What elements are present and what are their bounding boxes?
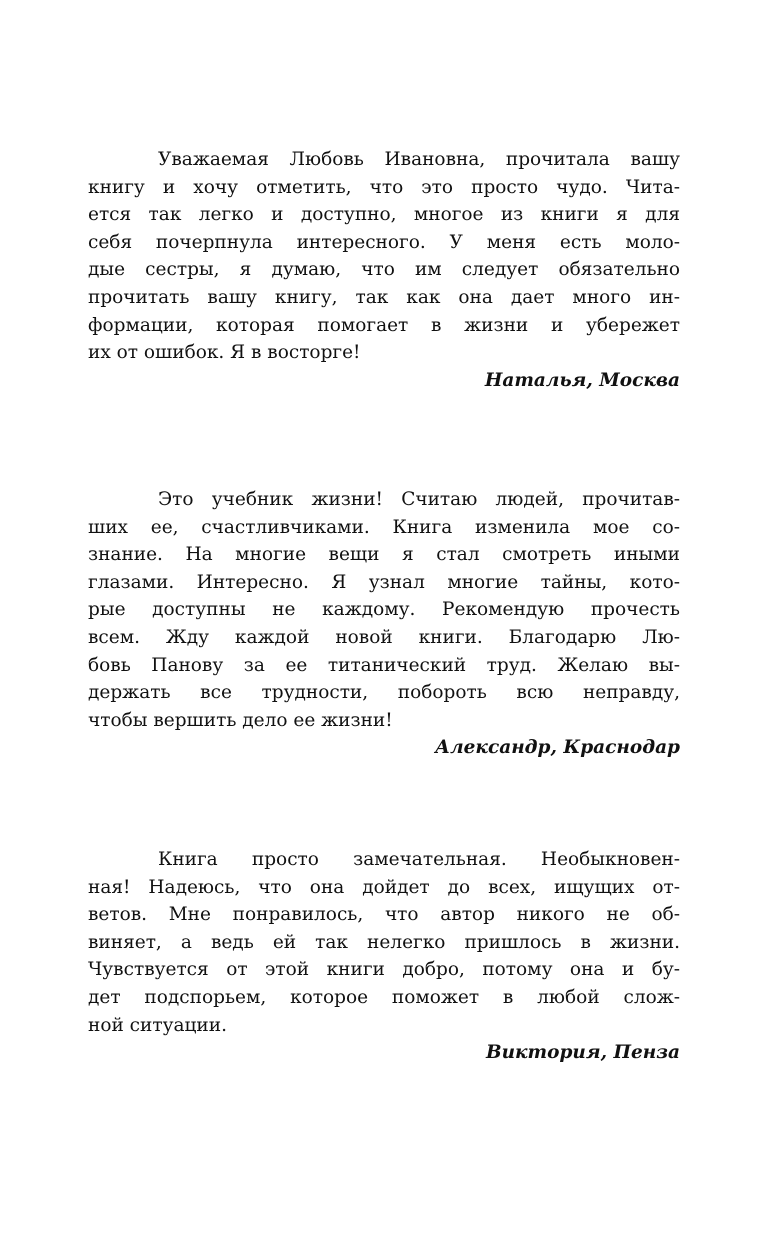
text-line: Уважаемая Любовь Ивановна, прочитала вашу [158, 149, 680, 170]
text-line: Книга просто замечательная. Необыкновен- [158, 849, 680, 870]
text-line: держать все трудности, побороть всю неправду, [88, 682, 680, 704]
text-line: Это учебник жизни! Считаю людей, прочитав- [158, 489, 680, 510]
text-line: прочитать вашу книгу, так как она дает много ин- [88, 286, 680, 308]
text-line: ших ее, счастливчиками. Книга изменила мое со- [88, 516, 680, 538]
text-line: себя почерпнула интересного. У меня есть моло- [88, 231, 680, 253]
text-line: их от ошибок. Я в восторге! [88, 342, 361, 364]
text-line: ветов. Мне понравилось, что автор никого не об- [88, 904, 680, 926]
text-line: всем. Жду каждой новой книги. Благодарю Лю- [88, 626, 680, 648]
review-signature: Александр, Краснодар [435, 737, 680, 759]
text-line: рые доступны не каждому. Рекомендую прочесть [88, 599, 680, 621]
text-line: чтобы вершить дело ее жизни! [88, 709, 393, 731]
text-line: бовь Панову за ее титанический труд. Желаю вы- [88, 654, 680, 676]
review-3 [88, 846, 680, 1067]
review-1 [88, 146, 680, 394]
review-signature: Наталья, Москва [484, 369, 680, 391]
text-line: формации, которая помогает в жизни и убережет [88, 314, 680, 336]
text-line: виняет, а ведь ей так нелегко пришлось в жизни. [88, 931, 680, 953]
text-line: дет подспорьем, которое поможет в любой слож- [88, 986, 680, 1008]
text-line: Чувствуется от этой книги добро, потому она и бу- [88, 959, 680, 981]
review-2 [88, 486, 680, 762]
text-line: глазами. Интересно. Я узнал многие тайны, кото- [88, 571, 680, 593]
text-line: книгу и хочу отметить, что это просто чудо. Чита- [88, 176, 680, 198]
text-line: ной ситуации. [88, 1014, 227, 1036]
text-line: дые сестры, я думаю, что им следует обязательно [88, 259, 680, 281]
text-line: ная! Надеюсь, что она дойдет до всех, ищущих от- [88, 876, 680, 898]
text-line: знание. На многие вещи я стал смотреть иными [88, 544, 680, 566]
review-signature: Виктория, Пенза [485, 1042, 680, 1064]
text-line: ется так легко и доступно, многое из книги я для [88, 204, 680, 226]
